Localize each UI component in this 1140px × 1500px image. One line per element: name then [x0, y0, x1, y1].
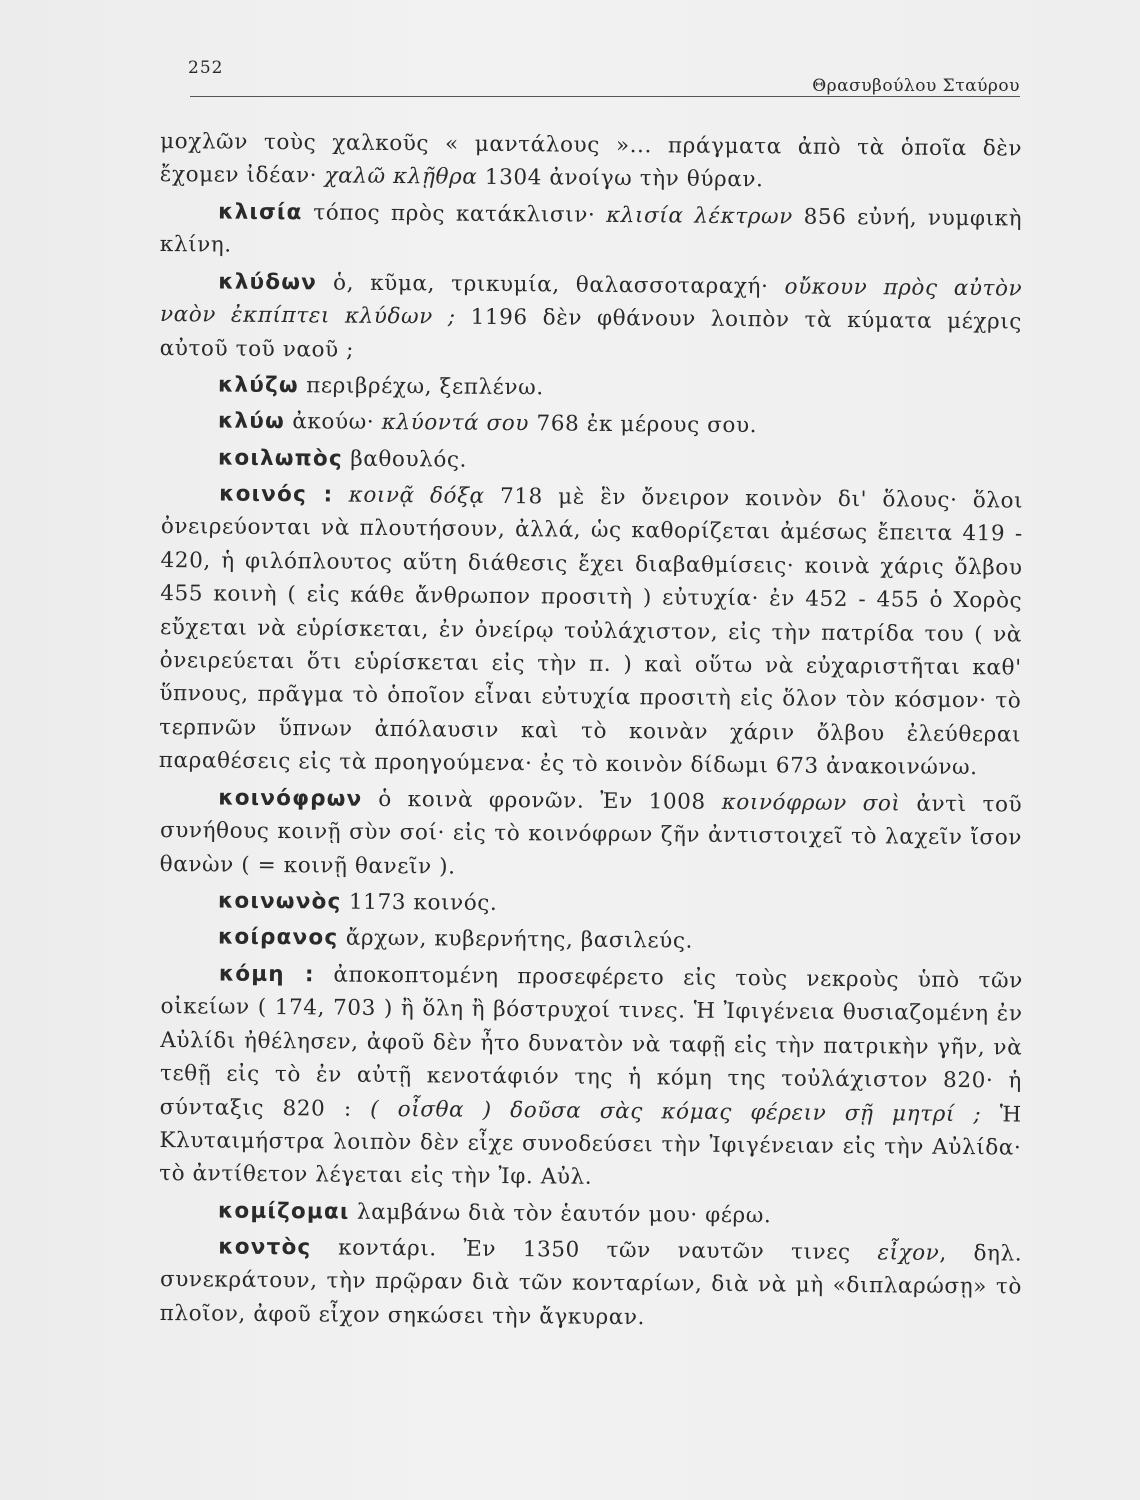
entry-lemma: κομίζομαι — [217, 1198, 350, 1225]
entry-text: μοχλῶν τοὺς χαλκοῦς « μαντάλους »... πράγματα ἀπὸ τὰ ὁποῖα δὲν ἔχομεν ἰδέαν· — [159, 129, 1023, 189]
glossary-entry — [159, 477, 1024, 785]
entry-text-cont: 856 εὐνή, νυμφικὴ κλίνη. — [159, 204, 1023, 258]
glossary-body — [160, 125, 1022, 1333]
glossary-entry — [160, 920, 1022, 961]
entry-lemma: κόμη : — [218, 961, 315, 988]
entry-quote: χαλῶ κλῇθρα — [324, 163, 478, 191]
entry-lemma: κοινός : — [219, 481, 334, 508]
entry-quote: κλύοντά σου — [381, 410, 530, 437]
entry-text-cont: 1196 δὲν φθάνουν λοιπὸν τὰ κύματα μέχρις αὐτοῦ τοῦ ναοῦ ; — [159, 304, 1023, 363]
entry-text — [333, 483, 349, 508]
glossary-entry — [160, 265, 1023, 373]
entry-text-cont: Ἡ Κλυταιμήστρα λοιπὸν δὲν εἶχε συνοδεύσει τὴν Ἰφιγένειαν εἰς τὴν Αὐλίδα· τὸ ἀντίθετον λέγεται εἰς τὴν Ἰφ. Αὐλ. — [159, 1101, 1022, 1190]
entry-text: ὁ κοινὰ φρονῶν. Ἐν 1008 — [362, 786, 722, 815]
entry-text-cont: 718 μὲ ἓν ὄνειρον κοινὸν δι' ὅλους· ὅλοι ὀνειρεύονται νὰ πλουτήσουν, ἀλλά, ὡς καθορίζεται ἀμέσως ἔπειτα 419 - 420, ἡ φιλόπλουτος αὕτη διάθεσις ἔχει διαβαθμίσεις· κοινὰ χάρις ὄλβου 455 κοινὴ ( εἰς κάθε ἄνθρωπον προσιτὴ ) εὐτυχία· ἐν 452 - 455 ὁ Χορὸς εὔχεται νὰ εὑρίσκεται, ἐν ὀνείρῳ τοὐλάχιστον, εἰς τὴν πατρίδα του ( νὰ ὀνειρεύεται ὅτι εὑρίσκεται εἰς τὴν π. ) καὶ οὕτω νὰ εὐχαριστῆται καθ' ὕπνους, πρᾶγμα τὸ ὁποῖον εἶναι εὐτυχία προσιτὴ εἰς ὅλον τὸν κόσμον· τὸ τερπνῶν ὕπνων ἀπόλαυσιν καὶ τὸ κοινὰν χάριν ὄλβου ἐλεύθεραι παραθέσεις εἰς τὰ προηγούμενα· ἐς τὸ κοινὸν δίδωμι 673 ἀνακοινώνω. — [158, 483, 1024, 781]
entry-quote: οὔκουν πρὸς αὐτὸν ναὸν ἐκπίπτει κλύδων ; — [159, 274, 1023, 330]
entry-text: ἀποκοπτομένη προσεφέρετο εἰς τοὺς νεκροὺς ὑπὸ τῶν οἰκείων ( 174, 703 ) ἢ ὅλη ἢ βόστρυχοί τινες. Ἡ Ἰφιγένεια θυσιαζομένη ἐν Αὐλίδι ἠθέλησεν, ἀφοῦ δὲν ἦτο δυνατὸν νὰ ταφῇ εἰς τὴν πατρικὴν γῆν, νὰ τεθῇ εἰς τὸ ἐν αὐτῇ κενοτάφιόν της ἡ κόμη της τοὐλάχιστον 820· ἡ σύνταξις 820 : — [159, 962, 1023, 1122]
page-header — [160, 58, 1020, 102]
glossary-entry — [160, 1230, 1023, 1338]
glossary-entry — [159, 957, 1023, 1198]
glossary-entry — [160, 195, 1023, 269]
entry-text: τόπος πρὸς κατάκλισιν· — [302, 200, 607, 228]
glossary-entry — [160, 781, 1023, 889]
entry-text: 1173 κοινός. — [341, 889, 498, 916]
entry-lemma: κλύω — [217, 408, 285, 435]
entry-text: λαμβάνω διὰ τὸν ἑαυτόν μου· φέρω. — [349, 1199, 772, 1228]
entry-lemma: κοίρανος — [217, 924, 339, 951]
entry-lemma: κοινωνὸς — [217, 888, 342, 915]
header-rule — [190, 96, 1020, 97]
glossary-entry — [160, 125, 1023, 199]
entry-lemma: κλισία — [218, 199, 303, 226]
glossary-entry — [160, 368, 1022, 409]
entry-text: ὁ, κῦμα, τρικυμία, θαλασσοταραχή· — [316, 269, 785, 300]
entry-lemma: κλύζω — [217, 372, 299, 399]
entry-text: ἄρχων, κυβερνήτης, βασιλεύς. — [338, 925, 694, 954]
glossary-entry — [160, 404, 1022, 445]
entry-text-cont: , δηλ. συνεκράτουν, τὴν πρῷραν διὰ τῶν κονταρίων, διὰ νὰ μὴ «διπλαρώσῃ» τὸ πλοῖον, ἀφοῦ εἶχον σηκώσει τὴν ἄγκυραν. — [159, 1240, 1023, 1331]
entry-quote: κοινόφρων σοὶ — [721, 789, 901, 817]
entry-lemma: κοιλωπὸς — [217, 445, 343, 472]
glossary-entry — [160, 884, 1022, 925]
entry-quote: ( οἶσθα ) δοῦσα σὰς κόμας φέρειν σῇ μητρί ; — [370, 1096, 982, 1127]
entry-lemma: κοινόφρων — [218, 785, 363, 812]
entry-text: κοντάρι. Ἐν 1350 τῶν ναυτῶν τινες — [311, 1235, 878, 1266]
entry-text-cont: 768 ἐκ μέρους σου. — [528, 411, 758, 439]
entry-text: περιβρέχω, ξεπλένω. — [298, 373, 544, 401]
page-number: 252 — [188, 58, 224, 78]
entry-lemma: κοντὸς — [218, 1234, 312, 1261]
entry-quote: εἶχον — [877, 1240, 940, 1266]
entry-quote: κοινᾷ δόξᾳ — [348, 482, 485, 509]
glossary-entry — [160, 1194, 1022, 1235]
entry-text-cont: ἀντὶ τοῦ συνήθους κοινῇ σὺν σοί· εἰς τὸ κοινόφρων ζῆν ἀντιστοιχεῖ τὸ λαχεῖν ἴσον θανὼν ( = κοινῇ θανεῖν ). — [159, 791, 1023, 880]
entry-text: ἀκούω· — [284, 409, 382, 436]
entry-text-cont: 1304 ἀνοίγω τὴν θύραν. — [477, 165, 764, 193]
entry-lemma: κλύδων — [218, 269, 318, 295]
entry-text: βαθουλός. — [342, 446, 468, 473]
entry-quote: κλισία λέκτρων — [606, 202, 793, 230]
running-title: Θρασυβούλου Σταύρου — [812, 76, 1020, 96]
glossary-entry — [160, 441, 1022, 482]
